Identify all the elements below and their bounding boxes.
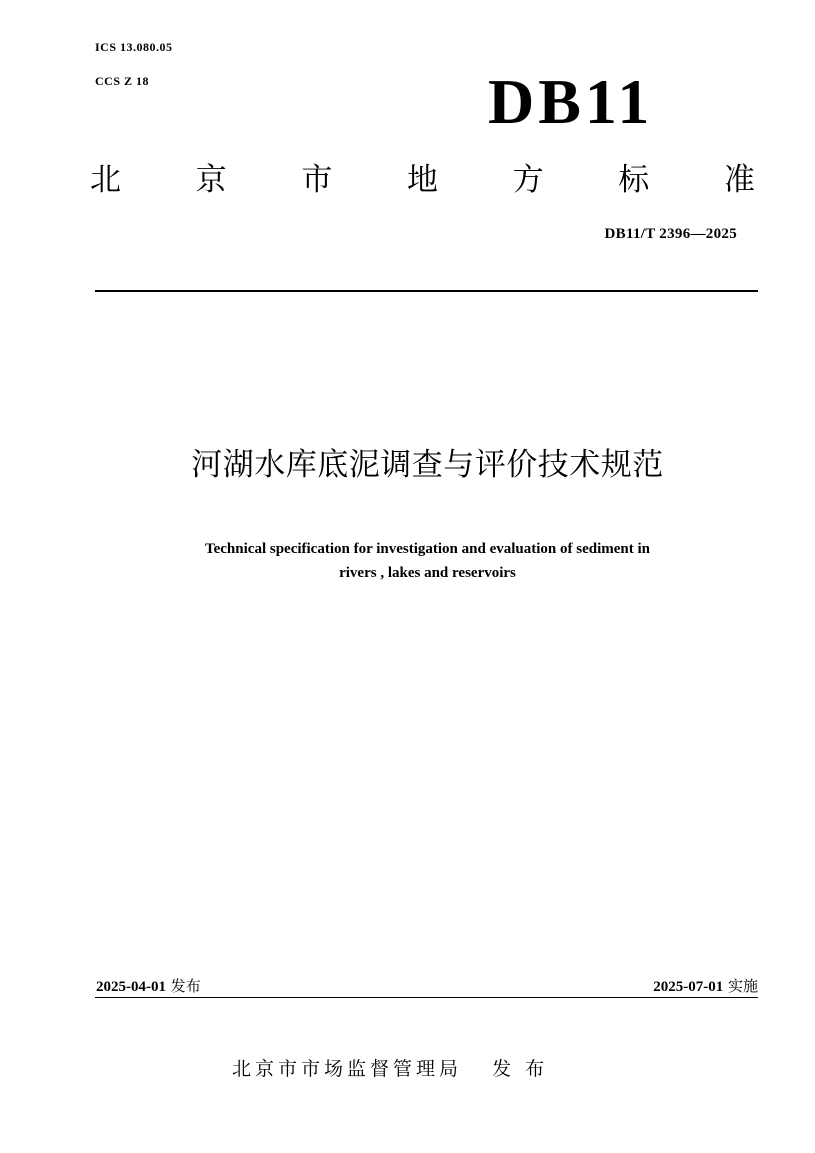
standard-type-char: 方 — [512, 162, 544, 198]
publish-date-block — [96, 975, 201, 996]
standard-number: DB11/T 2396—2025 — [604, 226, 737, 242]
standard-type — [90, 160, 755, 200]
implement-label: 实施 — [727, 977, 758, 995]
standard-type-char: 地 — [406, 162, 438, 198]
title-english-line-1: Technical specification for investigation and evaluation of sediment in — [204, 541, 651, 557]
ccs-code: CCS Z 18 — [95, 74, 150, 88]
issue-label: 发 布 — [492, 1058, 549, 1080]
publish-date: 2025-04-01 — [96, 979, 166, 995]
title-english-line-2: rivers , lakes and reservoirs — [339, 565, 516, 581]
standard-type-char: 京 — [195, 162, 227, 198]
ics-code: ICS 13.080.05 — [95, 40, 173, 54]
bottom-divider — [95, 997, 758, 998]
standard-type-char: 标 — [618, 162, 650, 198]
implement-date-block — [653, 975, 758, 996]
implement-date: 2025-07-01 — [653, 979, 724, 995]
publish-label: 发布 — [170, 977, 201, 995]
standard-type-char: 准 — [723, 162, 755, 198]
issuer-name: 北京市市场监督管理局 — [232, 1058, 463, 1080]
title-chinese: 河湖水库底泥调查与评价技术规范 — [191, 447, 664, 483]
db-standard-mark: DB11 — [488, 66, 654, 137]
standard-type-char: 市 — [301, 162, 333, 198]
title-english — [60, 537, 795, 585]
issuer-line — [232, 1054, 548, 1081]
standard-type-char: 北 — [90, 162, 121, 198]
top-divider — [95, 290, 758, 292]
